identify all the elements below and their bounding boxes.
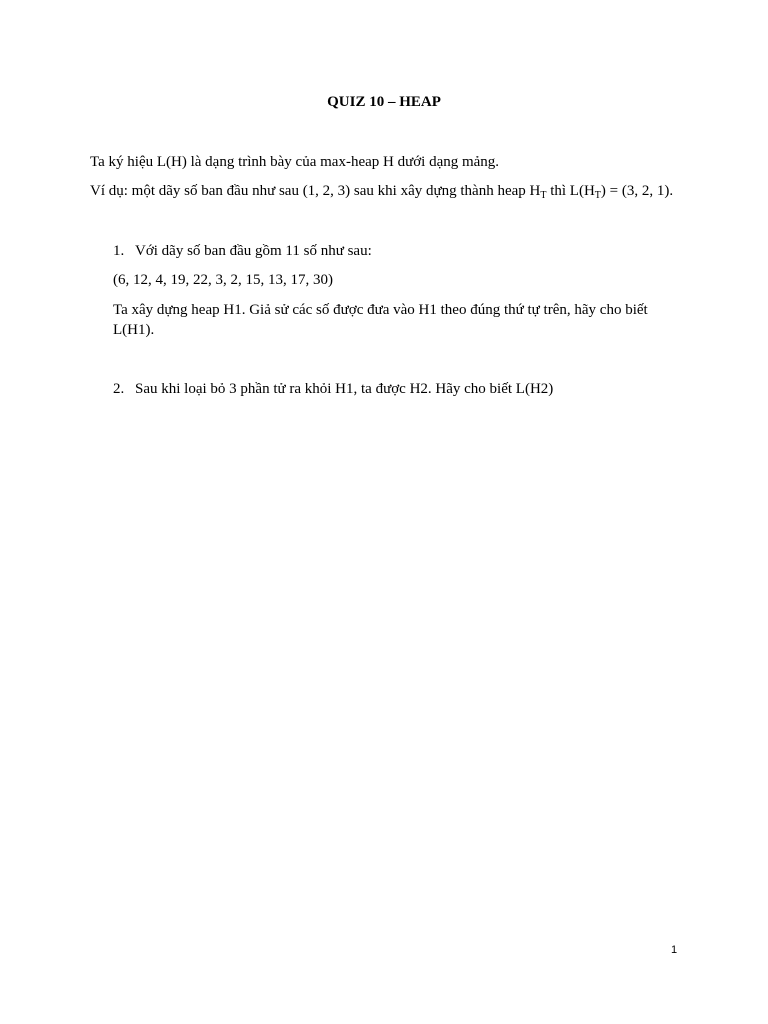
question-2-heading xyxy=(113,379,673,399)
example-subscript-2: T xyxy=(594,190,601,201)
question-2-number: 2. xyxy=(113,381,125,397)
page-number: 1 xyxy=(671,944,678,956)
question-1-number: 1. xyxy=(113,243,125,259)
example-subscript-1: T xyxy=(540,190,547,201)
intro-definition: Ta ký hiệu L(H) là dạng trình bày của max-heap H dưới dạng mảng. xyxy=(90,154,500,170)
question-1-body: Ta xây dựng heap H1. Giả sử các số được đưa vào H1 theo đúng thứ tự trên, hãy cho biết L(H1). xyxy=(113,302,648,338)
example-text-3: ) = (3, 2, 1). xyxy=(600,183,674,199)
example-text-1: Ví dụ: một dãy số ban đầu như sau (1, 2, 3) sau khi xây dựng thành heap H xyxy=(90,183,541,199)
question-1-sequence: (6, 12, 4, 19, 22, 3, 2, 15, 13, 17, 30) xyxy=(113,272,333,288)
question-2-heading-text: Sau khi loại bỏ 3 phần tử ra khỏi H1, ta được H2. Hãy cho biết L(H2) xyxy=(135,381,554,397)
question-1-heading-text: Với dãy số ban đầu gồm 11 số như sau: xyxy=(135,243,372,259)
question-1-heading xyxy=(113,241,673,261)
document-title: QUIZ 10 – HEAP xyxy=(327,94,441,110)
example-text-2: thì L(H xyxy=(546,183,595,199)
intro-example xyxy=(90,181,673,201)
